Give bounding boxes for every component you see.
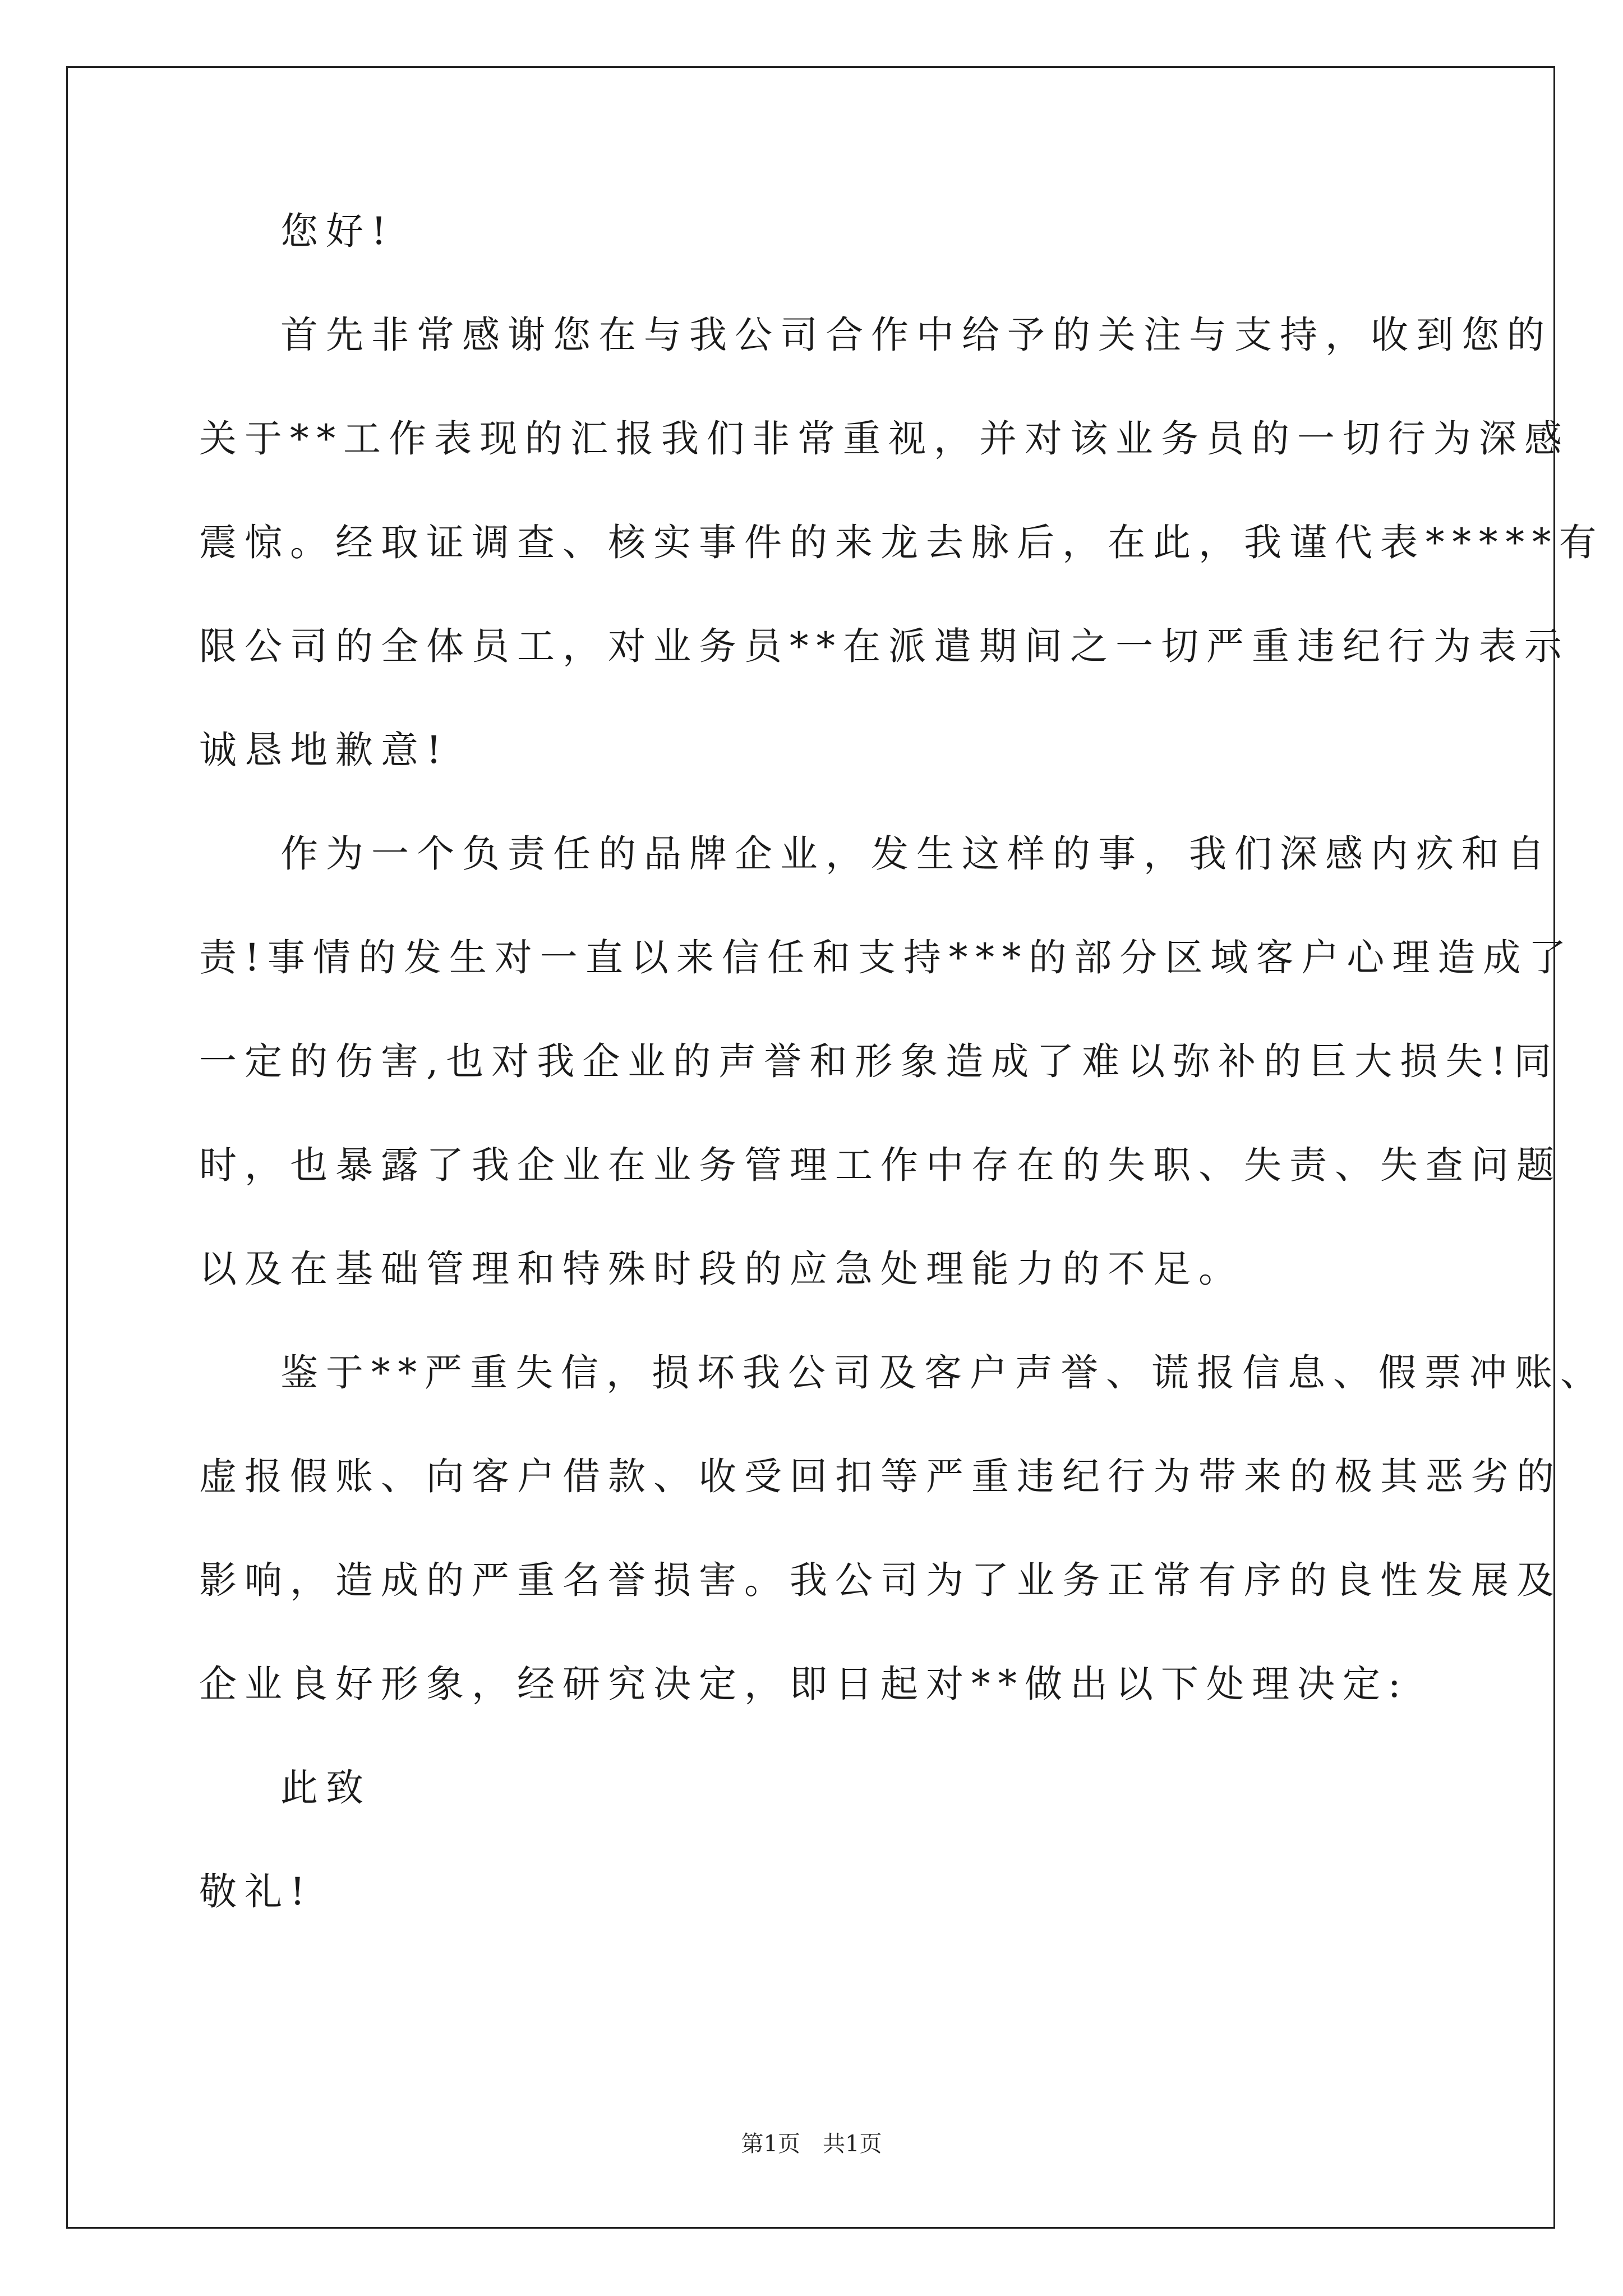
paragraph2-line: 时，也暴露了我企业在业务管理工作中存在的失职、失责、失查问题: [199, 1143, 1562, 1187]
paragraph3-line: 鉴于**严重失信，损坏我公司及客户声誉、谎报信息、假票冲账、: [280, 1351, 1606, 1395]
greeting: 您好!: [280, 209, 394, 253]
paragraph1-line: 关于**工作表现的汇报我们非常重视，并对该业务员的一切行为深感: [199, 417, 1570, 461]
paragraph2-line: 责!事情的发生对一直以来信任和支持***的部分区域客户心理造成了: [199, 936, 1574, 979]
salutation: 敬礼!: [199, 1870, 313, 1913]
paragraph3-line: 企业良好形象，经研究决定，即日起对**做出以下处理决定:: [199, 1662, 1409, 1706]
paragraph1-line: 首先非常感谢您在与我公司合作中给予的关注与支持，收到您的: [280, 313, 1552, 357]
paragraph3-line: 影响，造成的严重名誉损害。我公司为了业务正常有序的良性发展及: [199, 1558, 1562, 1602]
closing: 此致: [280, 1766, 371, 1810]
paragraph2-line: 一定的伤害,也对我企业的声誉和形象造成了难以弥补的巨大损失!同: [199, 1039, 1560, 1083]
paragraph1-line: 诚恳地歉意!: [199, 728, 449, 772]
paragraph3-line: 虚报假账、向客户借款、收受回扣等严重违纪行为带来的极其恶劣的: [199, 1455, 1562, 1498]
paragraph1-line: 限公司的全体员工，对业务员**在派遣期间之一切严重违纪行为表示: [199, 624, 1570, 668]
paragraph2-line: 作为一个负责任的品牌企业，发生这样的事，我们深感内疚和自: [280, 832, 1552, 876]
page-footer: 第1页 共1页: [741, 2131, 882, 2157]
paragraph1-line: 震惊。经取证调查、核实事件的来龙去脉后，在此，我谨代表*****有: [199, 521, 1604, 564]
paragraph2-line: 以及在基础管理和特殊时段的应急处理能力的不足。: [199, 1247, 1244, 1291]
